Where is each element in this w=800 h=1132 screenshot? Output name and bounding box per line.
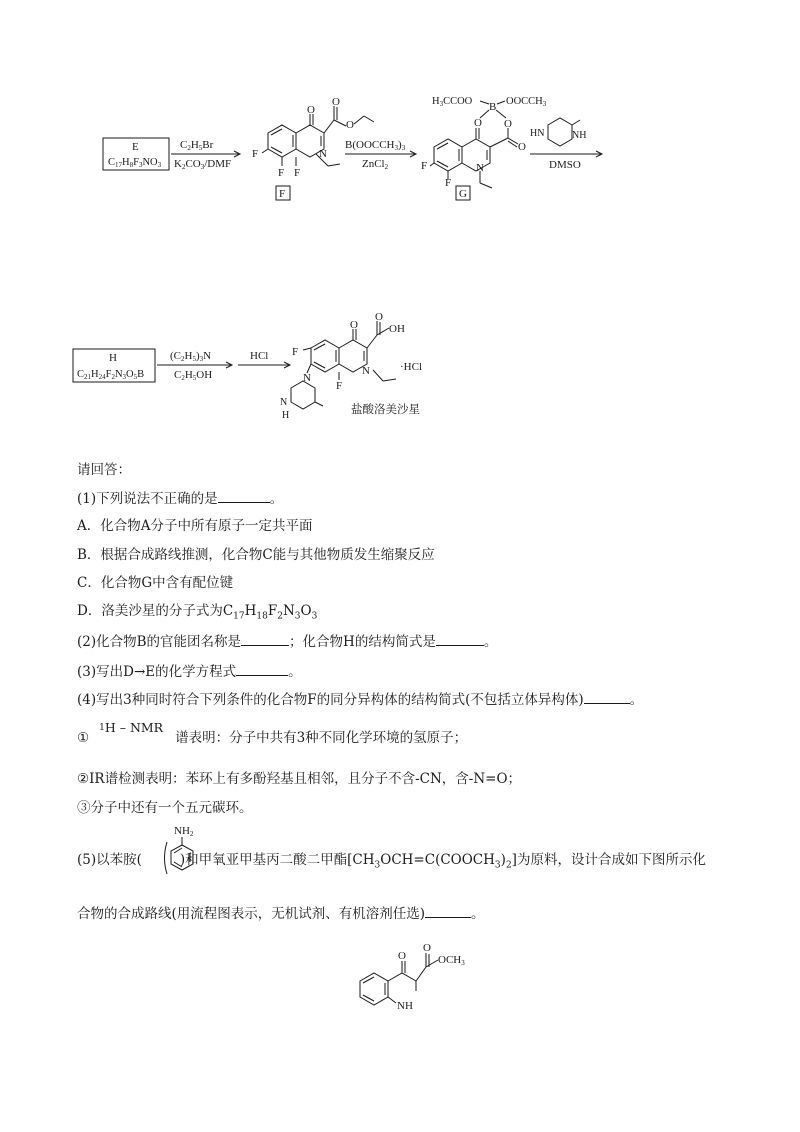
- answer-blank-5[interactable]: [425, 903, 471, 918]
- compound-G-ring-benzene: [434, 139, 462, 171]
- atom-OCH3: OCH3: [438, 954, 465, 967]
- option-A: A．化合物A分子中所有原子一定共平面: [77, 518, 313, 534]
- atom-HN: HN: [530, 128, 545, 139]
- compound-F-label: F: [279, 188, 286, 200]
- arrow-4-reagent: (C2H5)3N: [170, 350, 212, 363]
- atom-B: B: [489, 101, 497, 113]
- atom-F: F: [421, 160, 428, 172]
- arrow-5-reagent: HCl: [250, 350, 269, 362]
- salt-label: ·HCl: [400, 361, 422, 373]
- answer-blank-4[interactable]: [584, 689, 630, 704]
- atom-O: O: [346, 119, 354, 131]
- atom-O: O: [504, 118, 512, 130]
- condition-1: ①$^1$H – NMR谱表明：分子中共有3种不同化学环境的氢原子；: [77, 720, 468, 746]
- reaction-scheme-1: [0, 0, 800, 240]
- atom-O: O: [350, 319, 358, 331]
- question-2: (2)化合物B的官能团名称是 ；化合物H的结构简式是 。: [77, 631, 497, 652]
- condition-3: ③分子中还有一个五元碳环。: [77, 800, 253, 816]
- atom-OH: OH: [389, 323, 405, 335]
- atom-NH: NH: [572, 130, 587, 141]
- lomefloxacin-formula: $C_{17}H_{18}F_2N_3O_3$: [222, 603, 318, 622]
- atom-O: O: [307, 104, 315, 116]
- compound-G-label: G: [459, 188, 467, 200]
- arrow-1-conditions: K2CO3/DMF: [174, 158, 232, 171]
- answer-blank-2b[interactable]: [436, 631, 484, 646]
- atom-F: F: [278, 167, 285, 179]
- question-5-line-1: (5)以苯胺( )和甲氧亚甲基丙二酸二甲酯$[CH_3OCH=C(COOCH_3)_2]$为原料，设计合成如下图所示化: [77, 852, 706, 871]
- atom-F: F: [292, 346, 299, 358]
- intro-text: 请回答：: [77, 462, 131, 478]
- reagent-piperazine-ring: [548, 118, 572, 146]
- answer-blank-3[interactable]: [236, 661, 288, 676]
- G-acetoxy-right: OOCCH3: [506, 96, 547, 108]
- arrow-2-reagent: B(OOCCH3)3: [345, 139, 406, 152]
- option-B: B．根据合成路线推测，化合物C能与其他物质发生缩聚反应: [77, 547, 435, 563]
- product-name: 盐酸洛美沙星: [351, 402, 420, 416]
- atom-N: N: [476, 162, 484, 174]
- arrow-1-reagent: C2H5Br: [180, 139, 214, 152]
- atom-H: H: [282, 410, 290, 421]
- atom-N: N: [319, 148, 327, 160]
- atom-N: N: [303, 372, 311, 384]
- atom-F: F: [336, 380, 343, 392]
- atom-O: O: [474, 117, 482, 129]
- product-ring-benzene: [311, 340, 339, 372]
- target-compound-structure: [340, 925, 490, 1030]
- arrow-3-solvent: DMSO: [549, 159, 581, 171]
- atom-O: O: [398, 950, 406, 962]
- compound-E-formula: C17H8F3NO3: [108, 157, 162, 169]
- reaction-scheme-2: [0, 285, 800, 435]
- atom-N: N: [280, 397, 288, 408]
- condition-2: ②IR谱检测表明：苯环上有多酚羟基且相邻，且分子不含-CN，含-N=O；: [77, 771, 522, 787]
- atom-O: O: [375, 311, 383, 323]
- compound-E-letter: E: [132, 141, 139, 153]
- question-3: (3)写出D→E的化学方程式 。: [77, 661, 302, 682]
- option-C: C．化合物G中含有配位键: [77, 575, 234, 591]
- atom-F: F: [252, 148, 259, 160]
- atom-N: N: [362, 365, 370, 377]
- question-5-line-2: 合物的合成路线(用流程图表示，无机试剂、有机溶剂任选) 。: [77, 903, 485, 924]
- atom-NH2: NH2: [174, 825, 194, 838]
- atom-F: F: [445, 177, 452, 189]
- question-4: (4)写出3种同时符合下列条件的化合物F的同分异构体的结构简式(不包括立体异构体) 。: [77, 689, 643, 710]
- answer-blank-2a[interactable]: [241, 631, 289, 646]
- atom-O: O: [518, 141, 526, 153]
- atom-NH: NH: [397, 1000, 413, 1012]
- arrow-2-catalyst: ZnCl2: [362, 158, 389, 171]
- option-D: D．洛美沙星的分子式为$C_{17}H_{18}F_2N_3O_3$: [77, 603, 318, 622]
- question-1: (1)下列说法不正确的是 。: [77, 488, 283, 509]
- G-acetoxy-left: H3CCOO: [432, 96, 473, 108]
- atom-O: O: [332, 96, 340, 108]
- answer-blank-1[interactable]: [218, 488, 270, 503]
- compound-F-ring-benzene: [268, 125, 296, 157]
- arrow-4-solvent: C2H5OH: [174, 369, 213, 382]
- atom-O: O: [423, 942, 431, 954]
- atom-F: F: [294, 167, 301, 179]
- compound-H-formula: C21H24F2N3O5B: [77, 369, 145, 381]
- compound-H-letter: H: [109, 352, 117, 364]
